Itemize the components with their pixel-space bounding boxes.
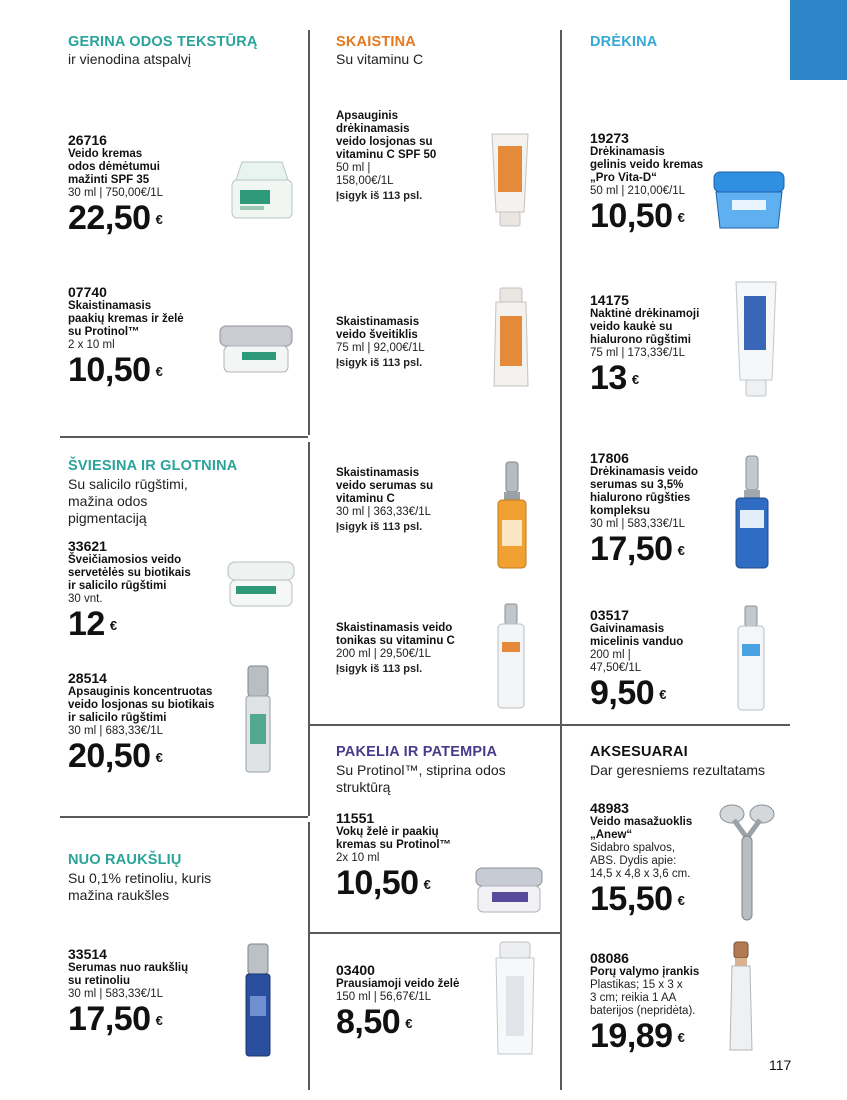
product-name: Drėkinamasis veido serumas su 3,5% hialurono rūgšties kompleksu <box>590 466 699 517</box>
product-reference: Įsigyk iš 113 psl. <box>336 521 423 533</box>
product-info: Plastikas; 15 x 3 x 3 cm; reikia 1 AA baterijos (nepridėta). <box>590 979 696 1017</box>
product-info: 150 ml | 56,67€/1L <box>336 991 432 1003</box>
product-price: 17,50 € <box>590 530 685 568</box>
product-info: 75 ml | 92,00€/1L <box>336 342 425 354</box>
section-subtitle-skaistina: Su vitaminu C <box>336 51 424 67</box>
product-info: 2x 10 ml <box>336 852 380 864</box>
section-title-drekina: DRĖKINA <box>590 34 658 50</box>
product-33514[interactable] <box>68 946 233 1039</box>
product-name: Skaistinamasis veido serumas su vitaminu C <box>336 467 434 505</box>
row-divider-mid-1 <box>310 724 560 726</box>
section-title-pakelia: PAKELIA IR PATEMPIA <box>336 744 498 760</box>
section-subtitle-aksesuarai: Dar geresniems rezultatams <box>590 762 766 778</box>
section-title-sviesina: ŠVIESINA IR GLOTNINA <box>68 458 238 474</box>
product-48983[interactable] <box>590 800 730 919</box>
product-info: 2 x 10 ml <box>68 339 115 351</box>
product-price: 15,50 € <box>590 880 685 918</box>
product-name: Apsauginis koncentruotas veido losjonas su biotikais ir salicilo rūgštimi <box>68 686 215 724</box>
cream-jar-image <box>228 158 296 222</box>
retinol-serum-image <box>242 942 274 1058</box>
product-26716[interactable] <box>68 132 228 238</box>
product-name: Veido masažuoklis „Anew“ <box>590 816 693 841</box>
product-vitc-toner[interactable] <box>336 622 486 675</box>
vitc-toner-bottle-image <box>494 602 528 710</box>
product-info: 30 ml | 583,33€/1L <box>590 518 686 530</box>
product-name: Porų valymo įrankis <box>590 966 700 978</box>
product-info: 75 ml | 173,33€/1L <box>590 347 686 359</box>
section-title-skaistina: SKAISTINA <box>336 34 416 50</box>
column-divider-1c <box>308 822 310 1090</box>
product-name: Naktinė drėkinamoji veido kaukė su hialurono rūgštimi <box>590 308 700 346</box>
product-07740[interactable] <box>68 284 228 390</box>
product-price: 10,50 € <box>68 351 163 389</box>
face-massager-image <box>718 800 776 924</box>
product-info: 30 ml | 683,33€/1L <box>68 725 164 737</box>
product-code: 28514 <box>68 670 107 686</box>
column-divider-2 <box>560 30 562 1090</box>
product-price: 8,50 € <box>336 1003 412 1041</box>
product-price: 12 € <box>68 605 117 643</box>
wipes-jar-image <box>226 560 296 610</box>
product-price: 20,50 € <box>68 737 163 775</box>
hyaluronic-serum-bottle-image <box>732 454 772 570</box>
product-price: 9,50 € <box>590 674 666 712</box>
product-code: 07740 <box>68 284 107 300</box>
product-code: 14175 <box>590 292 629 308</box>
product-08086[interactable] <box>590 950 730 1056</box>
product-code: 08086 <box>590 950 629 966</box>
section-subtitle-nuo: Su 0,1% retinoliu, kuris mažina raukšles <box>68 870 212 903</box>
product-name: Skaistinamasis paakių kremas ir želė su Protinol™ <box>68 300 184 338</box>
product-code: 03400 <box>336 962 375 978</box>
product-name: Šveičiamosios veido servetėlės su biotikais ir salicilo rūgštimi <box>68 554 191 592</box>
product-03517[interactable] <box>590 607 720 713</box>
product-reference: Įsigyk iš 113 psl. <box>336 190 423 202</box>
product-info: 200 ml | 47,50€/1L <box>590 649 642 674</box>
product-price: 13 € <box>590 359 639 397</box>
vitc-serum-bottle-image <box>494 460 530 570</box>
product-33621[interactable] <box>68 538 233 644</box>
product-price: 22,50 € <box>68 199 163 237</box>
pore-cleaner-image <box>726 940 756 1054</box>
product-price: 10,50 € <box>590 197 685 235</box>
product-name: Gaivinamasis micelinis vanduo <box>590 623 684 648</box>
product-code: 26716 <box>68 132 107 148</box>
column-divider-1b <box>308 442 310 816</box>
row-divider-left-2 <box>60 816 308 818</box>
product-vitc-serum[interactable] <box>336 467 486 533</box>
product-03400[interactable] <box>336 962 486 1042</box>
product-info: 50 ml | 158,00€/1L <box>336 162 394 187</box>
product-price: 10,50 € <box>336 864 431 902</box>
product-code: 48983 <box>590 800 629 816</box>
product-name: Veido kremas odos dėmėtumui mažinti SPF 35 <box>68 148 161 186</box>
product-code: 11551 <box>336 810 375 826</box>
product-19273[interactable] <box>590 130 720 236</box>
product-info: 30 ml | 583,33€/1L <box>68 988 164 1000</box>
micellar-water-bottle-image <box>734 604 768 712</box>
product-code: 03517 <box>590 607 629 623</box>
section-title-gerina: GERINA ODOS TEKSTŪRĄ <box>68 34 258 50</box>
product-code: 19273 <box>590 130 629 146</box>
vitc-scrub-tube-image <box>490 286 532 388</box>
night-mask-tube-image <box>732 280 780 398</box>
product-info: 50 ml | 210,00€/1L <box>590 185 686 197</box>
product-name: Skaistinamasis veido šveitiklis <box>336 316 420 341</box>
column-divider-1 <box>308 30 310 435</box>
product-14175[interactable] <box>590 292 720 398</box>
section-subtitle-gerina: ir vienodina atspalvį <box>68 51 191 67</box>
product-name: Apsauginis drėkinamasis veido losjonas su vitaminu C SPF 50 <box>336 110 437 161</box>
row-divider-mid-2 <box>310 932 560 934</box>
page-number: 117 <box>769 1057 792 1073</box>
eye-cream-jar-image <box>218 324 294 376</box>
cleansing-gel-tube-image <box>492 940 538 1056</box>
product-info: 30 ml | 363,33€/1L <box>336 506 432 518</box>
product-info: 200 ml | 29,50€/1L <box>336 648 432 660</box>
product-name: Skaistinamasis veido tonikas su vitaminu C <box>336 622 455 647</box>
product-code: 17806 <box>590 450 629 466</box>
product-name: Serumas nuo raukšlių su retinoliu <box>68 962 189 987</box>
product-code: 33621 <box>68 538 107 554</box>
product-reference: Įsigyk iš 113 psl. <box>336 663 423 675</box>
section-subtitle-sviesina: Su salicilo rūgštimi, mažina odos pigmentaciją <box>68 476 188 526</box>
product-info: Sidabro spalvos, ABS. Dydis apie: 14,5 x 4,8 x 3,6 cm. <box>590 842 691 880</box>
product-info: 30 vnt. <box>68 593 103 605</box>
page-tab-marker <box>790 0 847 80</box>
section-title-nuo: NUO RAUKŠLIŲ <box>68 852 182 868</box>
vitc-lotion-tube-image <box>488 132 532 228</box>
section-subtitle-pakelia: Su Protinol™, stiprina odos struktūrą <box>336 762 506 795</box>
product-code: 33514 <box>68 946 107 962</box>
product-28514[interactable] <box>68 670 238 776</box>
lotion-bottle-image <box>242 664 274 774</box>
gel-cream-jar-image <box>710 170 788 232</box>
protinol-eye-jar-image <box>474 866 544 914</box>
product-name: Drėkinamasis gelinis veido kremas „Pro Vita-D“ <box>590 146 704 184</box>
product-vitc-lotion[interactable] <box>336 110 486 202</box>
product-17806[interactable] <box>590 450 720 569</box>
product-11551[interactable] <box>336 810 486 903</box>
product-reference: Įsigyk iš 113 psl. <box>336 357 423 369</box>
product-vitc-scrub[interactable] <box>336 316 486 369</box>
product-price: 17,50 € <box>68 1000 163 1038</box>
product-info: 30 ml | 750,00€/1L <box>68 187 164 199</box>
row-divider-left-1 <box>60 436 308 438</box>
section-title-aksesuarai: AKSESUARAI <box>590 744 688 760</box>
row-divider-right-1 <box>562 724 790 726</box>
product-name: Prausiamoji veido želė <box>336 978 460 990</box>
product-price: 19,89 € <box>590 1017 685 1055</box>
product-name: Vokų želė ir paakių kremas su Protinol™ <box>336 826 452 851</box>
